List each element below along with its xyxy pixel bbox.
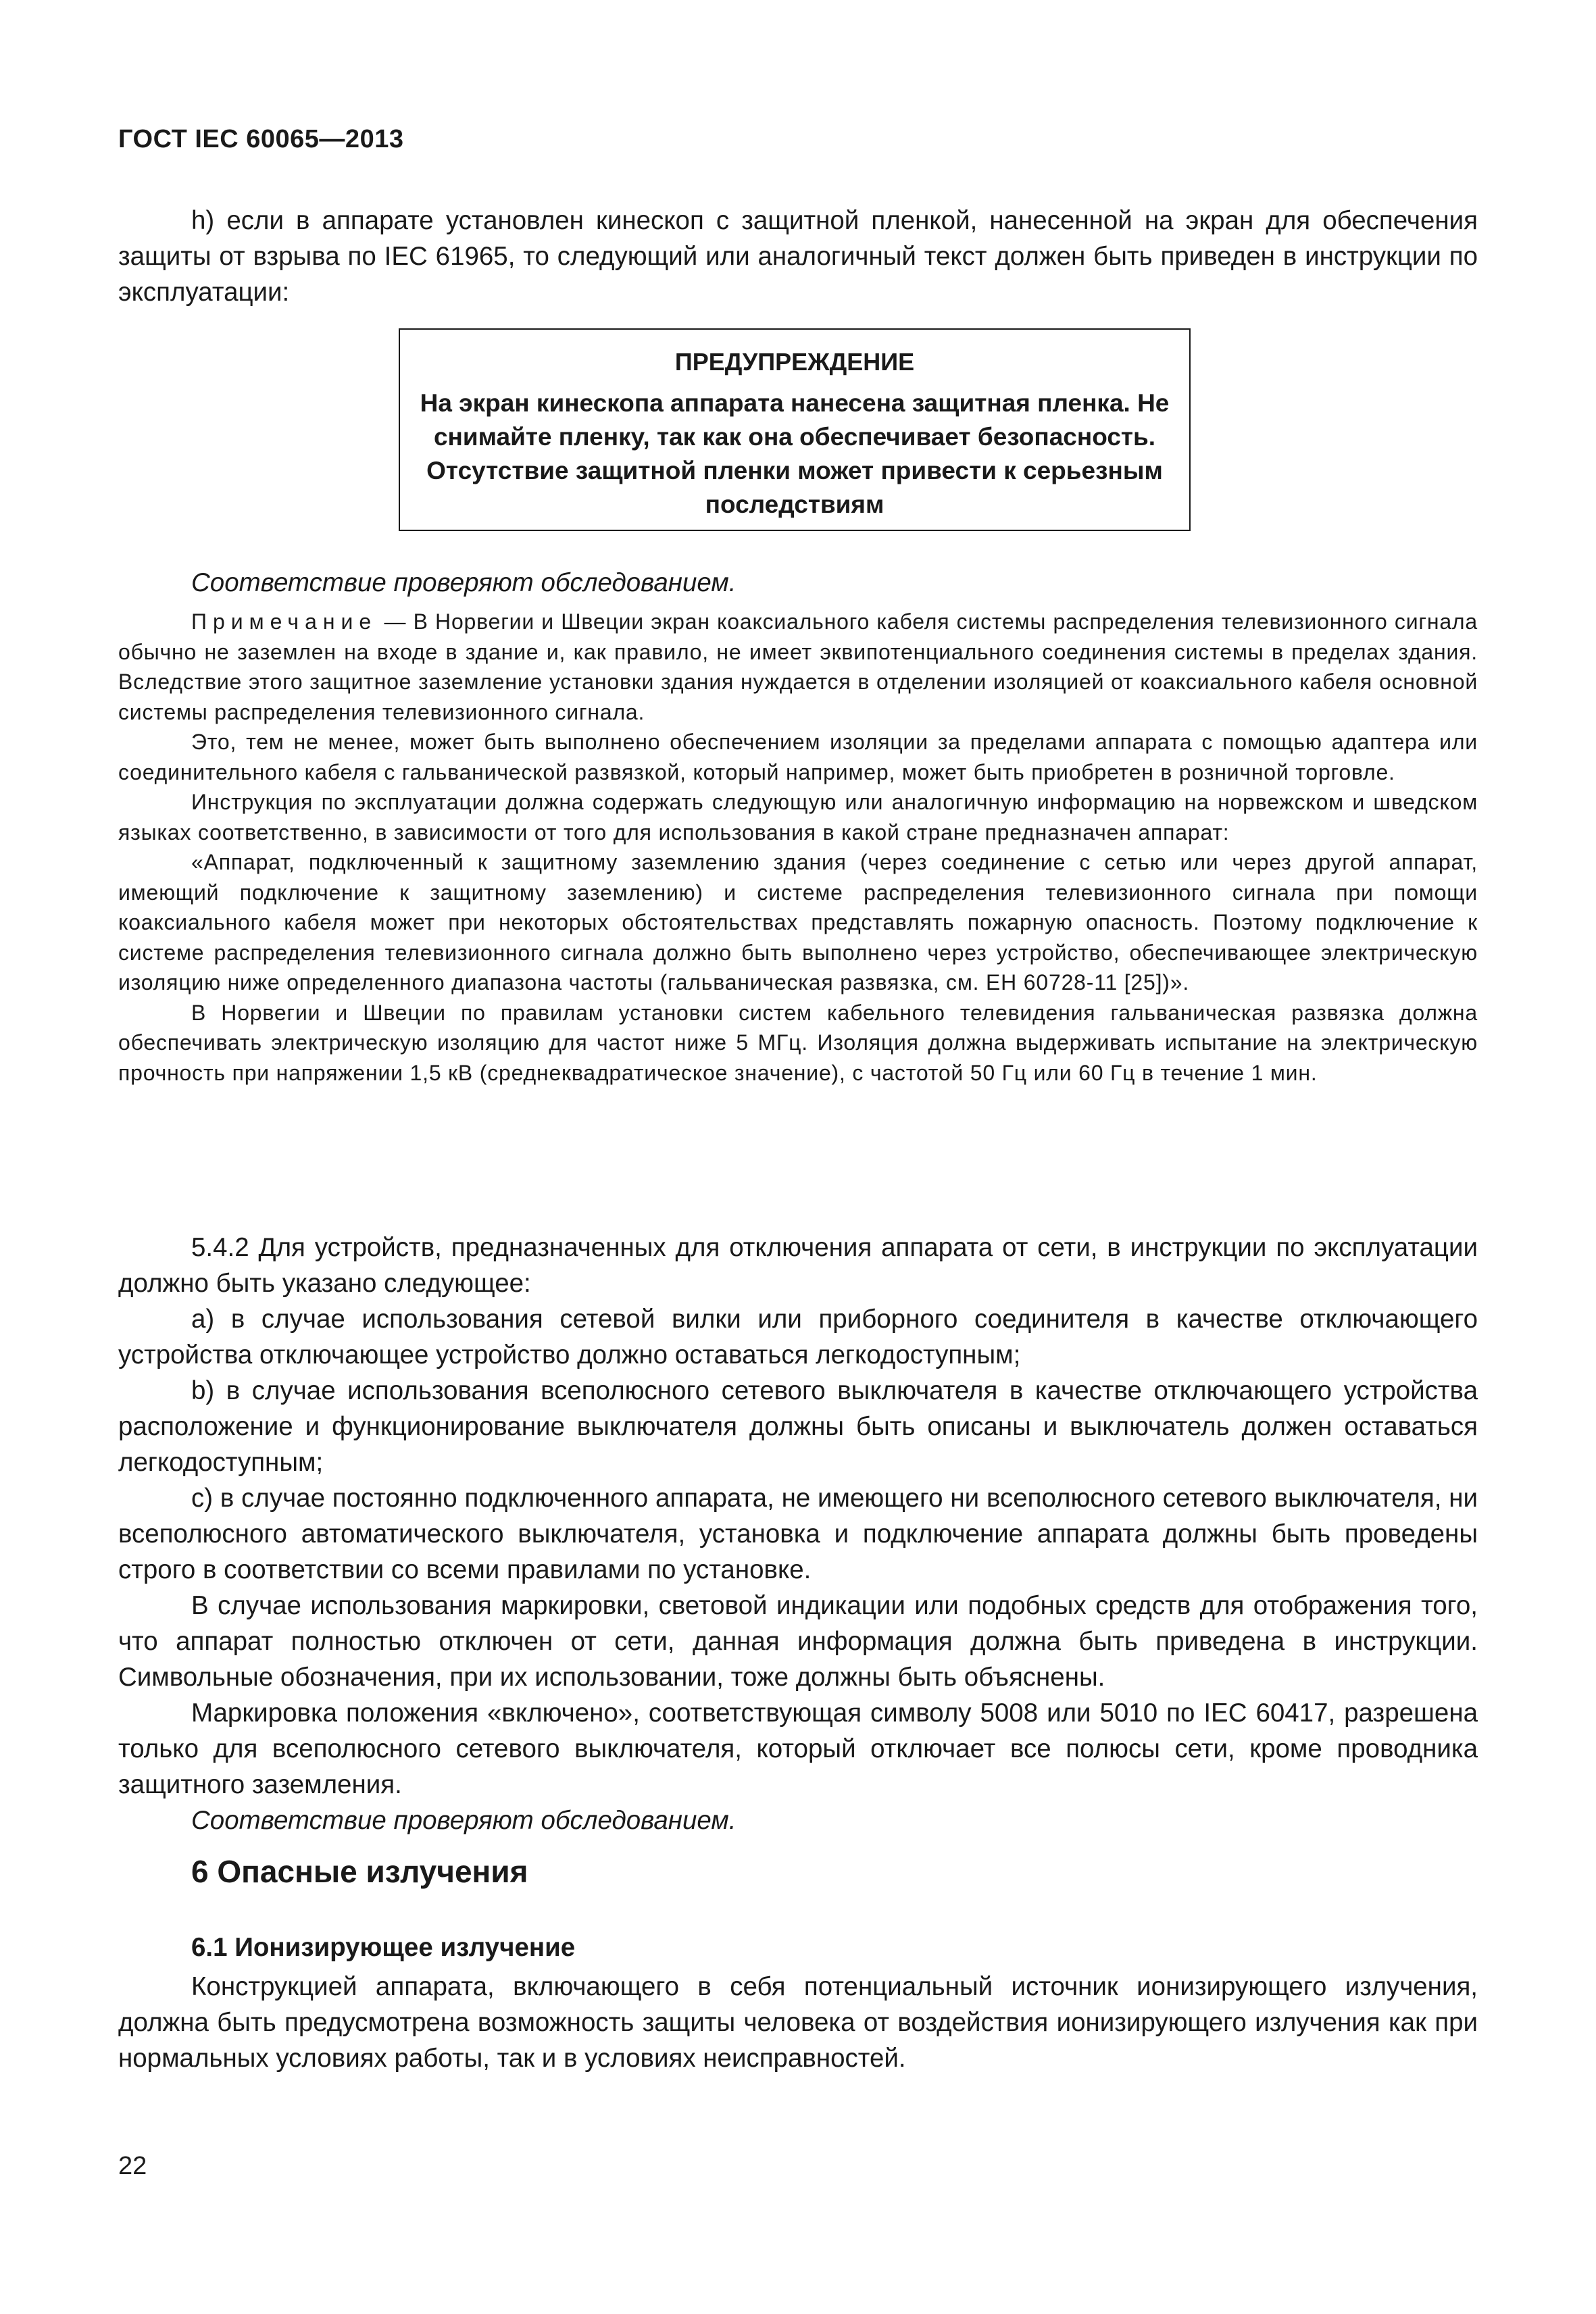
document-header: ГОСТ IEC 60065—2013: [118, 125, 404, 153]
note-paragraph: [118, 607, 1478, 727]
warning-body: На экран кинескопа аппарата нанесена защитная пленка. Не снимайте пленку, так как она обеспечивает безопасность. Отсутствие защитной пленки может привести к серьезным последствиям: [420, 389, 1170, 518]
section-542-item-c: с) в случае постоянно подключенного аппарата, не имеющего ни всеполюсного сетевого выключателя, ни всеполюсного автоматического выключателя, установка и подключение аппарата должны быть проведены строго в соответствии со всеми правилами по установке.: [118, 1484, 1478, 1584]
section-6-1-heading: 6.1 Ионизирующее излучение: [191, 1933, 576, 1962]
compliance-block-1: [118, 565, 1478, 601]
section-61-block: [118, 1969, 1478, 2076]
section-542-paragraph: 5.4.2 Для устройств, предназначенных для отключения аппарата от сети, в инструкции по эксплуатации должно быть указано следующее:: [118, 1233, 1478, 1298]
section-61-paragraph: Конструкцией аппарата, включающего в себя потенциальный источник ионизирующего излучения, должна быть предусмотрена возможность защиты человека от воздействия ионизирующего излучения как при нормальных условиях работы, так и в условиях неисправностей.: [118, 1972, 1478, 2073]
compliance-text-1: Соответствие проверяют обследованием.: [191, 568, 737, 597]
compliance-text-2: Соответствие проверяют обследованием.: [191, 1806, 737, 1835]
section-6-heading: 6 Опасные излучения: [191, 1854, 528, 1889]
warning-box: [399, 328, 1191, 531]
section-542-item-b: b) в случае использования всеполюсного сетевого выключателя в качестве отключающего устройства расположение и функционирование выключателя должны быть описаны и выключатель должен оставаться легкодоступным;: [118, 1376, 1478, 1477]
note-paragraph-3: «Аппарат, подключенный к защитному заземлению здания (через соединение с сетью или через другой аппарат, имеющий подключение к защитному заземлению) и системе распределения телевизионного сигнала при помощи коаксиального кабеля может при некоторых обстоятельствах представлять пожарную опасность. Поэтому подключение к системе распределения телевизионного сигнала должно быть выполнено через устройство, обеспечивающее электрическую изоляцию ниже определенного диапазона частоты (гальваническая развязка, см. ЕН 60728-11 [25])».: [118, 850, 1478, 995]
section-542-item-a: а) в случае использования сетевой вилки или приборного соединителя в качестве отключающего устройства отключающее устройство должно оставаться легкодоступным;: [118, 1305, 1478, 1369]
warning-title: ПРЕДУПРЕЖДЕНИЕ: [674, 348, 915, 376]
section-542-marking: Маркировка положения «включено», соответствующая символу 5008 или 5010 по IEC 60417, разрешена только для всеполюсного сетевого выключателя, который отключает все полюсы сети, кроме проводника защитного заземления.: [118, 1699, 1478, 1799]
note-paragraph-2: Инструкция по эксплуатации должна содержать следующую или аналогичную информацию на норвежском и шведском языках соответственно, в зависимости от того для использования в какой стране предназначен аппарат:: [118, 790, 1478, 845]
note-block: [118, 607, 1478, 1088]
note-label: Примечание: [191, 609, 378, 634]
intro-block: [118, 203, 1478, 310]
page-number: 22: [118, 2152, 147, 2180]
note-text: — В Норвегии и Швеции экран коаксиального кабеля системы распределения телевизионного сигнала обычно не заземлен на входе в здание и, как правило, не имеет эквипотенциального соединения системы в пределах здания. Вследствие этого защитное заземление установки здания нуждается в отделении изоляцией от коаксиального кабеля основной системы распределения телевизионного сигнала.: [118, 609, 1478, 724]
section-542-block: [118, 1230, 1478, 1838]
note-paragraph-4: В Норвегии и Швеции по правилам установки систем кабельного телевидения гальваническая развязка должна обеспечивать электрическую изоляцию для частот ниже 5 МГц. Изоляция должна выдерживать испытание на электрическую прочность при напряжении 1,5 кВ (среднеквадратическое значение), с частотой 50 Гц или 60 Гц в течение 1 мин.: [118, 1000, 1478, 1085]
section-542-indication: В случае использования маркировки, световой индикации или подобных средств для отображения того, что аппарат полностью отключен от сети, данная информация должна быть приведена в инструкции. Символьные обозначения, при их использовании, тоже должны быть объяснены.: [118, 1591, 1478, 1692]
intro-paragraph: h) если в аппарате установлен кинескоп с защитной пленкой, нанесенной на экран для обеспечения защиты от взрыва по IEC 61965, то следующий или аналогичный текст должен быть приведен в инструкции по эксплуатации:: [118, 206, 1478, 307]
note-paragraph-1: Это, тем не менее, может быть выполнено обеспечением изоляции за пределами аппарата с помощью адаптера или соединительного кабеля с гальванической развязкой, который например, может быть приобретен в розничной торговле.: [118, 730, 1478, 784]
